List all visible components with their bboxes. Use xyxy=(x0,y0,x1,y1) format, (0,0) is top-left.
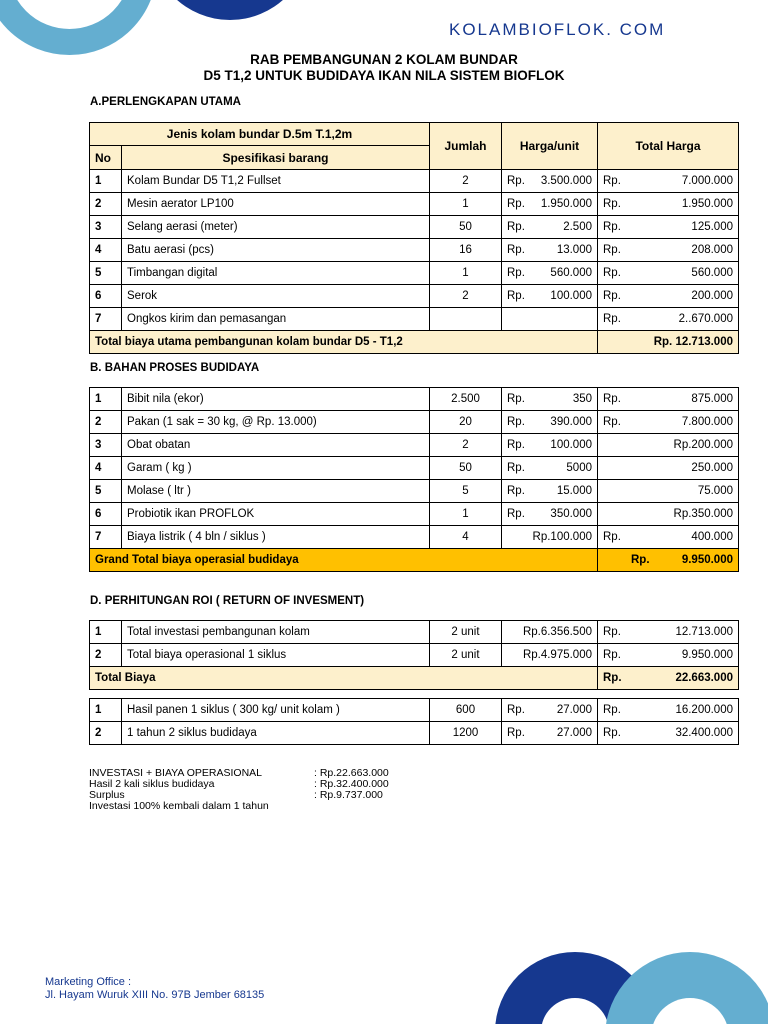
total-price xyxy=(598,503,739,526)
row-number: 5 xyxy=(90,480,122,503)
footer-office-label: Marketing Office : xyxy=(45,976,131,988)
unit-price-amount: 560.000 xyxy=(550,267,592,279)
decorative-circle-light xyxy=(0,0,157,55)
total-price-amount: 125.000 xyxy=(691,221,733,233)
unit-price-amount: Rp.100.000 xyxy=(532,531,592,543)
unit-price xyxy=(502,722,598,745)
row-number: 1 xyxy=(90,170,122,193)
unit-price xyxy=(502,388,598,411)
number-header: No xyxy=(90,146,122,170)
unit-price xyxy=(502,170,598,193)
total-price xyxy=(598,644,739,667)
unit-price xyxy=(502,434,598,457)
unit-price-currency: Rp. xyxy=(507,462,525,474)
item-quantity xyxy=(430,308,502,331)
row-number: 2 xyxy=(90,722,122,745)
summary-value: : Rp.22.663.000 xyxy=(314,767,389,779)
table-row xyxy=(90,434,739,457)
table-row xyxy=(90,722,739,745)
table-row xyxy=(90,308,739,331)
brand-website[interactable]: KOLAMBIOFLOK. COM xyxy=(449,20,666,39)
total-price xyxy=(598,193,739,216)
pond-type-header: Jenis kolam bundar D.5m T.1,2m xyxy=(90,123,430,146)
total-price-currency: Rp. xyxy=(603,290,621,302)
total-price-currency: Rp. xyxy=(603,649,621,661)
unit-price xyxy=(502,193,598,216)
unit-price-currency: Rp. xyxy=(507,198,525,210)
roi-total-value-cell xyxy=(598,667,739,690)
unit-price-currency: Rp. xyxy=(507,727,525,739)
total-price-amount: 16.200.000 xyxy=(675,704,733,716)
roi-summary xyxy=(89,768,389,812)
item-description: Kolam Bundar D5 T1,2 Fullset xyxy=(122,170,430,193)
unit-price-amount: 27.000 xyxy=(556,704,592,716)
total-price xyxy=(598,621,739,644)
unit-price xyxy=(502,480,598,503)
unit-price xyxy=(502,216,598,239)
row-number: 6 xyxy=(90,503,122,526)
total-price xyxy=(598,308,739,331)
summary-value: : Rp.32.400.000 xyxy=(314,778,389,790)
total-price-currency: Rp. xyxy=(603,267,621,279)
unit-price xyxy=(502,262,598,285)
total-price-amount: Rp.350.000 xyxy=(673,508,733,520)
total-price-currency: Rp. xyxy=(603,531,621,543)
item-description: Total investasi pembangunan kolam xyxy=(122,621,430,644)
materials-table xyxy=(89,387,739,572)
row-number: 4 xyxy=(90,239,122,262)
total-price-currency: Rp. xyxy=(603,626,621,638)
total-price xyxy=(598,434,739,457)
item-quantity: 16 xyxy=(430,239,502,262)
item-quantity: 2 xyxy=(430,285,502,308)
item-quantity: 2 unit xyxy=(430,644,502,667)
roi-cost-table xyxy=(89,620,739,690)
total-price xyxy=(598,480,739,503)
total-price-amount: 250.000 xyxy=(691,462,733,474)
equipment-total-row xyxy=(90,331,739,354)
item-quantity: 20 xyxy=(430,411,502,434)
summary-row xyxy=(89,801,389,812)
item-quantity: 1 xyxy=(430,262,502,285)
section-a-title: A.PERLENGKAPAN UTAMA xyxy=(90,96,241,108)
total-price-currency: Rp. xyxy=(603,393,621,405)
section-b-title: B. BAHAN PROSES BUDIDAYA xyxy=(90,362,260,374)
item-description: Selang aerasi (meter) xyxy=(122,216,430,239)
unit-price-currency: Rp. xyxy=(507,267,525,279)
row-number: 2 xyxy=(90,644,122,667)
unit-price-currency: Rp. xyxy=(507,175,525,187)
item-quantity: 2 unit xyxy=(430,621,502,644)
unit-price-amount: 3.500.000 xyxy=(540,175,592,187)
table-row xyxy=(90,457,739,480)
table-row xyxy=(90,503,739,526)
total-price-amount: 7.800.000 xyxy=(681,416,733,428)
unit-price-amount: 27.000 xyxy=(556,727,592,739)
total-price-amount: 208.000 xyxy=(691,244,733,256)
unit-price xyxy=(502,526,598,549)
table-row xyxy=(90,621,739,644)
unit-price xyxy=(502,411,598,434)
total-price-amount: 400.000 xyxy=(691,531,733,543)
roi-total-row xyxy=(90,667,739,690)
total-price-amount: 875.000 xyxy=(691,393,733,405)
spec-header: Spesifikasi barang xyxy=(122,146,430,170)
unit-price-amount: 5000 xyxy=(566,462,592,474)
total-price xyxy=(598,216,739,239)
unit-price-amount: 390.000 xyxy=(550,416,592,428)
item-description: Garam ( kg ) xyxy=(122,457,430,480)
row-number: 7 xyxy=(90,308,122,331)
footer-address xyxy=(45,976,264,1002)
row-number: 7 xyxy=(90,526,122,549)
item-description: Total biaya operasional 1 siklus xyxy=(122,644,430,667)
total-price xyxy=(598,388,739,411)
summary-value: : Rp.9.737.000 xyxy=(314,789,383,801)
unit-price-amount: 1.950.000 xyxy=(540,198,592,210)
item-description: Bibit nila (ekor) xyxy=(122,388,430,411)
item-description: Molase ( ltr ) xyxy=(122,480,430,503)
quantity-header: Jumlah xyxy=(430,123,502,170)
total-price-amount: 200.000 xyxy=(691,290,733,302)
table-row xyxy=(90,239,739,262)
table-row xyxy=(90,216,739,239)
table-row xyxy=(90,262,739,285)
total-price xyxy=(598,285,739,308)
unit-price xyxy=(502,239,598,262)
row-number: 6 xyxy=(90,285,122,308)
item-quantity: 1200 xyxy=(430,722,502,745)
total-price-currency: Rp. xyxy=(603,313,621,325)
document-title-line1: RAB PEMBANGUNAN 2 KOLAM BUNDAR xyxy=(250,52,518,67)
unit-price-amount: 350.000 xyxy=(550,508,592,520)
unit-price-currency: Rp. xyxy=(507,485,525,497)
total-price-currency: Rp. xyxy=(603,198,621,210)
item-description: Mesin aerator LP100 xyxy=(122,193,430,216)
table-row xyxy=(90,480,739,503)
total-price-amount: 75.000 xyxy=(697,485,733,497)
total-price-currency: Rp. xyxy=(603,416,621,428)
item-description: Obat obatan xyxy=(122,434,430,457)
item-description: Probiotik ikan PROFLOK xyxy=(122,503,430,526)
row-number: 5 xyxy=(90,262,122,285)
item-quantity: 4 xyxy=(430,526,502,549)
unit-price-amount: 2.500 xyxy=(563,221,592,233)
roi-total-value: 22.663.000 xyxy=(675,672,733,684)
table-row xyxy=(90,285,739,308)
total-price xyxy=(598,170,739,193)
item-description: Pakan (1 sak = 30 kg, @ Rp. 13.000) xyxy=(122,411,430,434)
row-number: 1 xyxy=(90,388,122,411)
unit-price xyxy=(502,503,598,526)
unit-price xyxy=(502,457,598,480)
unit-price-currency: Rp. xyxy=(507,221,525,233)
total-price-currency: Rp. xyxy=(603,704,621,716)
total-price xyxy=(598,262,739,285)
unit-price-amount: 350 xyxy=(572,393,592,405)
unit-price-currency: Rp. xyxy=(507,416,525,428)
unit-price-amount: 100.000 xyxy=(550,439,592,451)
summary-label: INVESTASI + BIAYA OPERASIONAL xyxy=(89,767,263,779)
row-number: 2 xyxy=(90,411,122,434)
unit-price xyxy=(502,285,598,308)
item-quantity: 5 xyxy=(430,480,502,503)
total-price-amount: Rp.200.000 xyxy=(673,439,733,451)
item-description: Hasil panen 1 siklus ( 300 kg/ unit kolam ) xyxy=(122,699,430,722)
unit-price-currency: Rp. xyxy=(507,704,525,716)
total-price-header: Total Harga xyxy=(598,123,739,170)
row-number: 1 xyxy=(90,699,122,722)
table-row xyxy=(90,170,739,193)
total-price-amount: 7.000.000 xyxy=(681,175,733,187)
table-row xyxy=(90,388,739,411)
roi-total-label: Total Biaya xyxy=(90,667,598,690)
item-quantity: 2 xyxy=(430,170,502,193)
total-price-amount: 560.000 xyxy=(691,267,733,279)
total-price xyxy=(598,699,739,722)
total-price-currency: Rp. xyxy=(603,244,621,256)
unit-price-currency: Rp. xyxy=(507,244,525,256)
item-quantity: 2 xyxy=(430,434,502,457)
total-price-currency: Rp. xyxy=(603,221,621,233)
row-number: 3 xyxy=(90,434,122,457)
table-row xyxy=(90,699,739,722)
section-d-title: D. PERHITUNGAN ROI ( RETURN OF INVESMENT) xyxy=(90,595,365,607)
item-quantity: 1 xyxy=(430,503,502,526)
unit-price xyxy=(502,308,598,331)
item-description: Batu aerasi (pcs) xyxy=(122,239,430,262)
item-description: Biaya listrik ( 4 bln / siklus ) xyxy=(122,526,430,549)
unit-price-currency: Rp. xyxy=(507,508,525,520)
table-row xyxy=(90,526,739,549)
item-description: Serok xyxy=(122,285,430,308)
document-title-line2: D5 T1,2 UNTUK BUDIDAYA IKAN NILA SISTEM BIOFLOK xyxy=(203,68,565,83)
footer-address-line: Jl. Hayam Wuruk XIII No. 97B Jember 68135 xyxy=(45,989,265,1001)
total-price-amount: 12.713.000 xyxy=(675,626,733,638)
summary-label: Investasi 100% kembali dalam 1 tahun xyxy=(89,800,269,812)
item-quantity: 50 xyxy=(430,457,502,480)
summary-label: Hasil 2 kali siklus budidaya xyxy=(89,778,215,790)
decorative-circle-dark xyxy=(150,0,310,20)
materials-total-currency: Rp. xyxy=(631,554,650,566)
total-price xyxy=(598,722,739,745)
item-description: Ongkos kirim dan pemasangan xyxy=(122,308,430,331)
equipment-total-value: Rp. 12.713.000 xyxy=(598,331,739,354)
total-price xyxy=(598,526,739,549)
summary-label: Surplus xyxy=(89,789,125,801)
materials-total-row xyxy=(90,549,739,572)
table-row xyxy=(90,193,739,216)
unit-price-currency: Rp. xyxy=(507,393,525,405)
materials-total-value-cell xyxy=(598,549,739,572)
row-number: 1 xyxy=(90,621,122,644)
total-price-amount: 1.950.000 xyxy=(681,198,733,210)
equipment-total-label: Total biaya utama pembangunan kolam bundar D5 - T1,2 xyxy=(90,331,598,354)
table-row xyxy=(90,411,739,434)
materials-total-value: 9.950.000 xyxy=(681,554,733,566)
materials-total-label: Grand Total biaya operasial budidaya xyxy=(90,549,598,572)
row-number: 3 xyxy=(90,216,122,239)
total-price-amount: 32.400.000 xyxy=(675,727,733,739)
item-quantity: 1 xyxy=(430,193,502,216)
unit-price-header: Harga/unit xyxy=(502,123,598,170)
unit-price xyxy=(502,699,598,722)
unit-price: Rp.4.975.000 xyxy=(502,644,598,667)
total-price-currency: Rp. xyxy=(603,727,621,739)
row-number: 2 xyxy=(90,193,122,216)
row-number: 4 xyxy=(90,457,122,480)
unit-price-currency: Rp. xyxy=(507,439,525,451)
total-price-amount: 2..670.000 xyxy=(678,313,733,325)
item-description: 1 tahun 2 siklus budidaya xyxy=(122,722,430,745)
total-price xyxy=(598,457,739,480)
roi-total-currency: Rp. xyxy=(603,672,622,684)
unit-price-amount: 15.000 xyxy=(556,485,592,497)
unit-price-currency: Rp. xyxy=(507,290,525,302)
unit-price: Rp.6.356.500 xyxy=(502,621,598,644)
unit-price-amount: 100.000 xyxy=(550,290,592,302)
item-quantity: 50 xyxy=(430,216,502,239)
item-quantity: 600 xyxy=(430,699,502,722)
item-quantity: 2.500 xyxy=(430,388,502,411)
equipment-table xyxy=(89,122,739,354)
total-price-currency: Rp. xyxy=(603,175,621,187)
total-price xyxy=(598,411,739,434)
total-price xyxy=(598,239,739,262)
harvest-table xyxy=(89,698,739,745)
item-description: Timbangan digital xyxy=(122,262,430,285)
unit-price-amount: 13.000 xyxy=(556,244,592,256)
total-price-amount: 9.950.000 xyxy=(681,649,733,661)
table-row xyxy=(90,644,739,667)
